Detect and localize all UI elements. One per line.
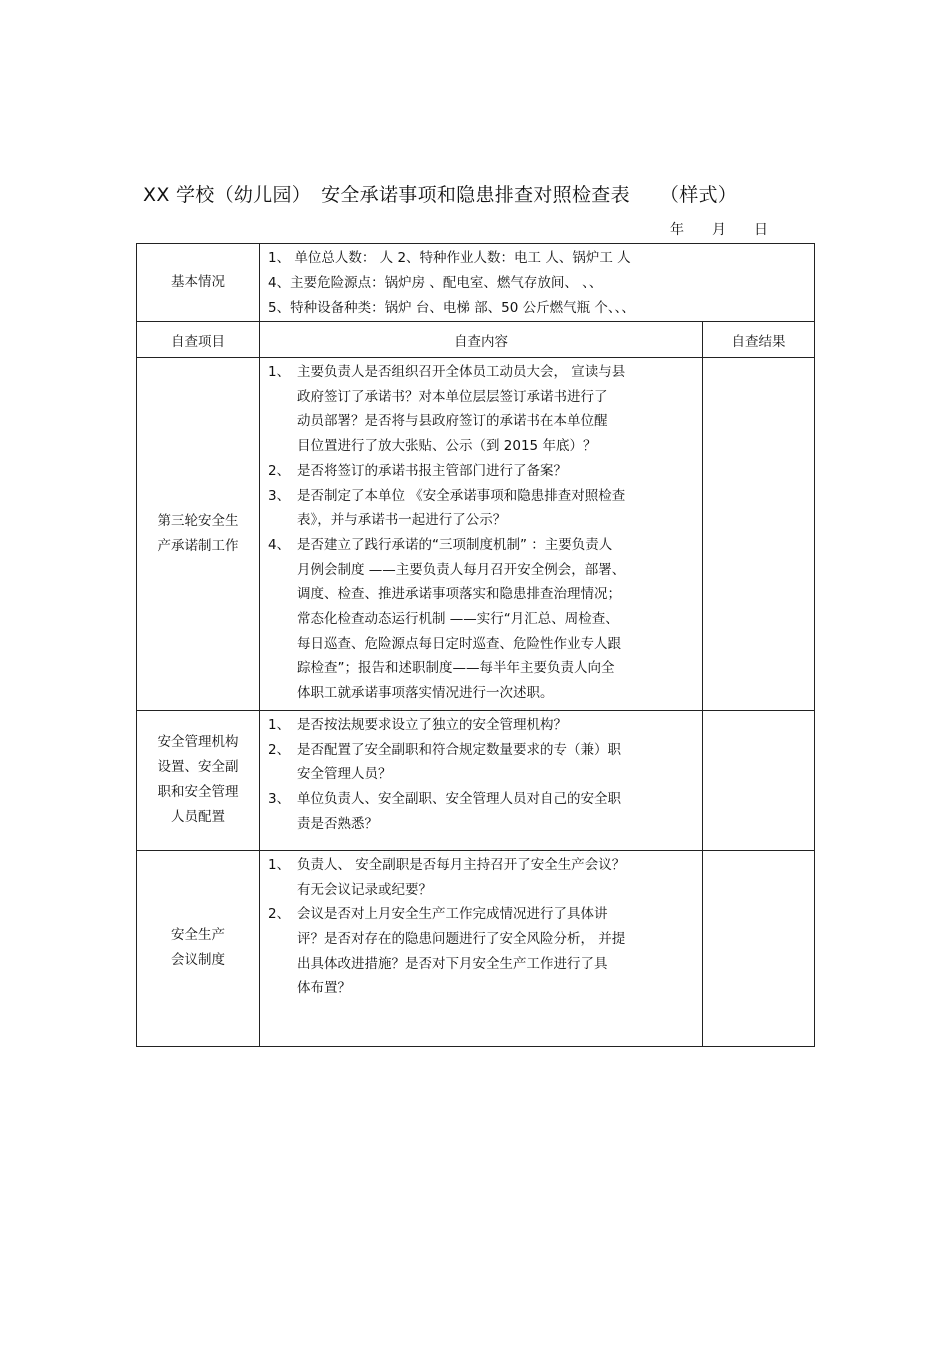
section-label-line: 安全生产 [171,927,225,944]
item-line: 责是否熟悉？ [297,815,378,832]
item-line: 负责人、 安全副职是否每月主持召开了安全生产会议？ [297,856,626,873]
item-line: 调度、检查、推进承诺事项落实和隐患排查治理情况； [297,586,621,603]
item-line: 有无会议记录或纪要？ [297,881,432,898]
section-content [260,850,703,1046]
item-number: 3、 [268,790,291,807]
title-subject: 安全承诺事项和隐患排查对照检查表 [321,184,630,206]
item-number: 4、 [268,536,291,553]
check-item [268,787,696,836]
result-cell[interactable] [703,710,815,850]
title-school: XX 学校（幼儿园） [143,184,312,206]
section-label [137,850,260,1046]
table-header-row [137,322,815,358]
basic-info-row [137,244,815,322]
item-number: 1、 [268,364,291,380]
item-number: 3、 [268,487,291,504]
header-result: 自查结果 [703,322,815,358]
item-line: 踪检查”；报告和述职制度——每半年主要负责人向全 [297,660,615,677]
item-number: 2、 [268,462,291,479]
result-cell[interactable] [703,850,815,1046]
check-item [268,533,696,706]
item-line: 是否配置了安全副职和符合规定数量要求的专（兼）职 [297,741,621,758]
item-line: 单位负责人、安全副职、安全管理人员对自己的安全职 [297,790,621,807]
basic-info-label: 基本情况 [137,244,260,322]
item-number: 1、 [268,716,291,733]
check-item [268,902,696,1001]
date-year: 年 [670,222,684,238]
item-line: 出具体改进措施？是否对下月安全生产工作进行了具 [297,955,608,972]
item-number: 2、 [268,906,291,923]
check-item [268,484,696,533]
item-line: 常态化检查动态运行机制 ——实行“月汇总、周检查、 [297,611,619,628]
header-content: 自查内容 [260,322,703,358]
section-label-line: 第三轮安全生 [157,512,239,529]
section-content [260,710,703,850]
item-line: 体职工就承诺事项落实情况进行一次述职。 [297,685,554,702]
basic-info-line: 5、特种设备种类：锅炉 台、电梯 部、50 公斤燃气瓶 个、、、 [268,300,635,316]
item-line: 是否按法规要求设立了独立的安全管理机构？ [297,716,567,733]
section-label-line: 产承诺制工作 [157,537,239,554]
item-line: 主要负责人是否组织召开全体员工动员大会， 宣读与县 [297,364,626,380]
item-number: 2、 [268,741,291,758]
section-label [137,358,260,711]
item-line: 动员部署？是否将与县政府签订的承诺书在本单位醒 [297,413,608,430]
basic-info-content [260,244,815,322]
item-line: 月例会制度 ——主要负责人每月召开安全例会，部署、 [297,561,626,578]
section-label-line: 设置、安全副 [157,759,239,776]
header-item: 自查项目 [137,322,260,358]
section-label-line: 人员配置 [171,809,225,826]
item-line: 是否建立了践行承诺的“三项制度机制” ：主要负责人 [297,536,613,553]
table-row [137,358,815,711]
check-item [268,360,696,459]
section-content [260,358,703,711]
item-number: 1、 [268,856,291,873]
item-line: 目位置进行了放大张贴、公示（到 2015 年底）？ [297,438,597,455]
item-line: 体布置？ [297,980,351,997]
document-title [143,180,843,207]
check-item [268,459,696,484]
item-line: 评？是否对存在的隐患问题进行了安全风险分析， 并提 [297,930,626,947]
table-row [137,710,815,850]
item-line: 会议是否对上月安全生产工作完成情况进行了具体讲 [297,906,608,923]
table-row [137,850,815,1046]
section-label-line: 职和安全管理 [157,784,239,801]
item-line: 政府签订了承诺书？对本单位层层签订承诺书进行了 [297,388,608,405]
basic-info-line: 4、主要危险源点：锅炉房 、配电室、燃气存放间、 、、 [268,275,603,291]
check-table [136,243,815,1047]
section-label [137,710,260,850]
date-month: 月 [712,222,726,238]
check-item [268,713,696,738]
basic-info-line: 1、 单位总人数： 人 2、特种作业人数：电工 人、锅炉工 人 [268,250,631,266]
item-line: 是否将签订的承诺书报主管部门进行了备案？ [297,462,567,479]
item-line: 安全管理人员？ [297,766,392,783]
check-item [268,853,696,902]
section-label-line: 安全管理机构 [157,734,239,751]
item-line: 是否制定了本单位 《安全承诺事项和隐患排查对照检查 [297,487,626,504]
title-suffix: （样式） [659,184,738,206]
section-label-line: 会议制度 [171,952,225,969]
item-line: 表》，并与承诺书一起进行了公示？ [297,512,507,529]
check-item [268,738,696,787]
item-line: 每日巡查、危险源点每日定时巡查、危险性作业专人跟 [297,635,621,652]
result-cell[interactable] [703,358,815,711]
date-day: 日 [754,222,768,238]
date-line [670,219,796,239]
